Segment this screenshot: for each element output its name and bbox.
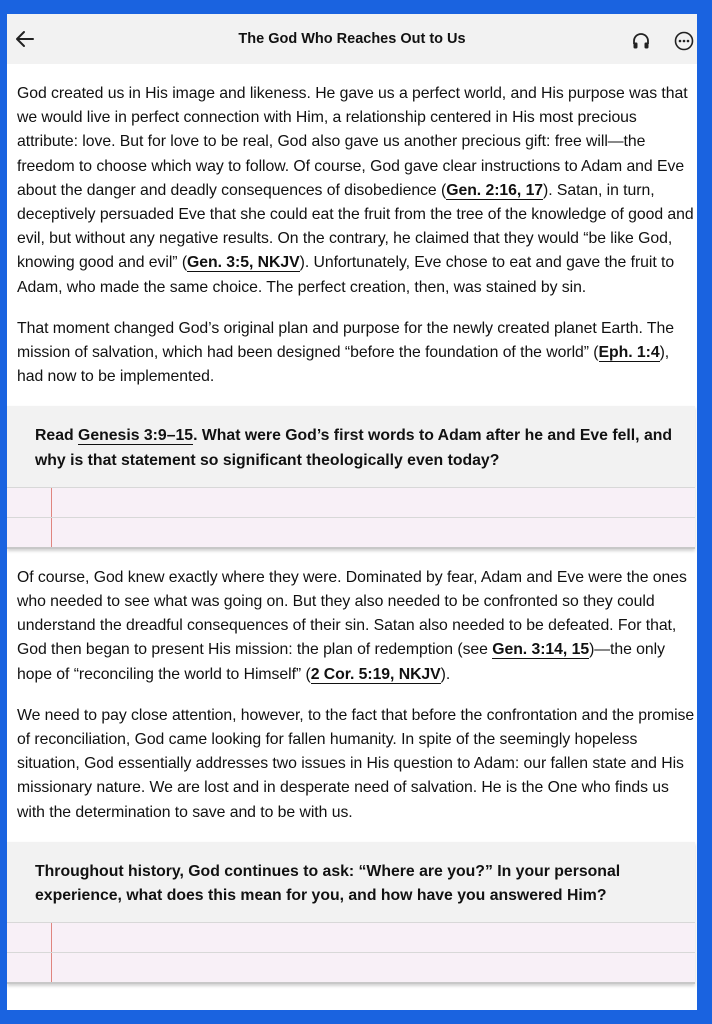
question-box-2 <box>7 842 695 984</box>
arrow-left-icon[interactable] <box>13 27 37 51</box>
question-text-part: . What were God’s first words to Adam after he and Eve fell, and why is that statement so significant theologically even today? <box>35 427 673 469</box>
lesson-content <box>7 82 697 984</box>
question-text: Throughout history, God continues to ask: “Where are you?” In your personal experience, what does this mean for you, and how have you answered Him? <box>35 862 621 905</box>
paragraph-text: ), had now to be implemented. <box>17 344 670 386</box>
question-box-1 <box>7 406 695 548</box>
paragraph-text: Of course, God knew exactly where they were. Dominated by fear, Adam and Eve were the ones who needed to see what was going on. But they also needed to be confronted so they could understand the dreadful consequences of their sin. Satan also needed to be defeated. For that, God then began to present His mission: the plan of redemption (see <box>17 568 687 659</box>
answer-line[interactable] <box>7 517 695 547</box>
page-title: The God Who Reaches Out to Us <box>238 31 466 47</box>
question-text <box>7 406 695 486</box>
headphones-icon[interactable] <box>631 31 651 51</box>
paragraph-text: ). Satan, in turn, deceptively persuaded Eve that she could eat the fruit from the tree of the knowledge of good and evil, but without any negative results. On the contrary, he claimed that they would “be like God, knowing good and evil” ( <box>17 181 694 272</box>
top-bar <box>7 14 697 64</box>
answer-notes-area[interactable] <box>7 922 695 982</box>
answer-notes-area[interactable] <box>7 487 695 547</box>
scripture-link-gen-3-9[interactable]: Genesis 3:9–15 <box>78 427 194 445</box>
paragraph-1 <box>17 82 697 300</box>
paragraph-2 <box>17 317 697 390</box>
answer-line[interactable] <box>7 922 695 952</box>
more-options-icon[interactable] <box>674 31 694 51</box>
answer-line[interactable] <box>7 487 695 517</box>
question-text-part: Read <box>35 427 79 445</box>
scripture-link-gen-2-16[interactable]: Gen. 2:16, 17 <box>446 181 544 199</box>
scripture-link-eph-1-4[interactable]: Eph. 1:4 <box>598 344 660 362</box>
answer-line[interactable] <box>7 952 695 982</box>
paragraph-3 <box>17 566 697 687</box>
paragraph-4: We need to pay close attention, however, to the fact that before the confrontation and the promise of reconciliation, God came looking for fallen humanity. In spite of the seemingly hopeless situation, God essentially addresses two issues in His question to Adam: our fallen state and His missionary nature. We are lost and in desperate need of salvation. He is the One who finds us with the determination to save and to be with us. <box>17 706 695 821</box>
scripture-link-gen-3-14[interactable]: Gen. 3:14, 15 <box>492 641 590 659</box>
scripture-link-gen-3-5[interactable]: Gen. 3:5, NKJV <box>187 254 300 272</box>
paragraph-text: God created us in His image and likeness. He gave us a perfect world, and His purpose was that we would live in perfect connection with Him, a relationship centered in His most precious attribute: love. But for love to be real, God also gave us another precious gift: free will—the freedom to choose which way to follow. Of course, God gave clear instructions to Adam and Eve about the danger and deadly consequences of disobedience ( <box>17 85 688 199</box>
app-window <box>7 14 697 1010</box>
scripture-link-2-cor-5-19[interactable]: 2 Cor. 5:19, NKJV <box>310 665 441 683</box>
paragraph-text: )—the only hope of “reconciling the world to Himself” ( <box>17 641 665 683</box>
paragraph-text: That moment changed God’s original plan and purpose for the newly created planet Earth. The mission of salvation, which had been designed “before the foundation of the world” ( <box>17 319 674 362</box>
paragraph-text: ). <box>440 665 451 683</box>
paragraph-text: ). Unfortunately, Eve chose to eat and gave the fruit to Adam, who made the same choice. The perfect creation, then, was stained by sin. <box>17 254 675 296</box>
